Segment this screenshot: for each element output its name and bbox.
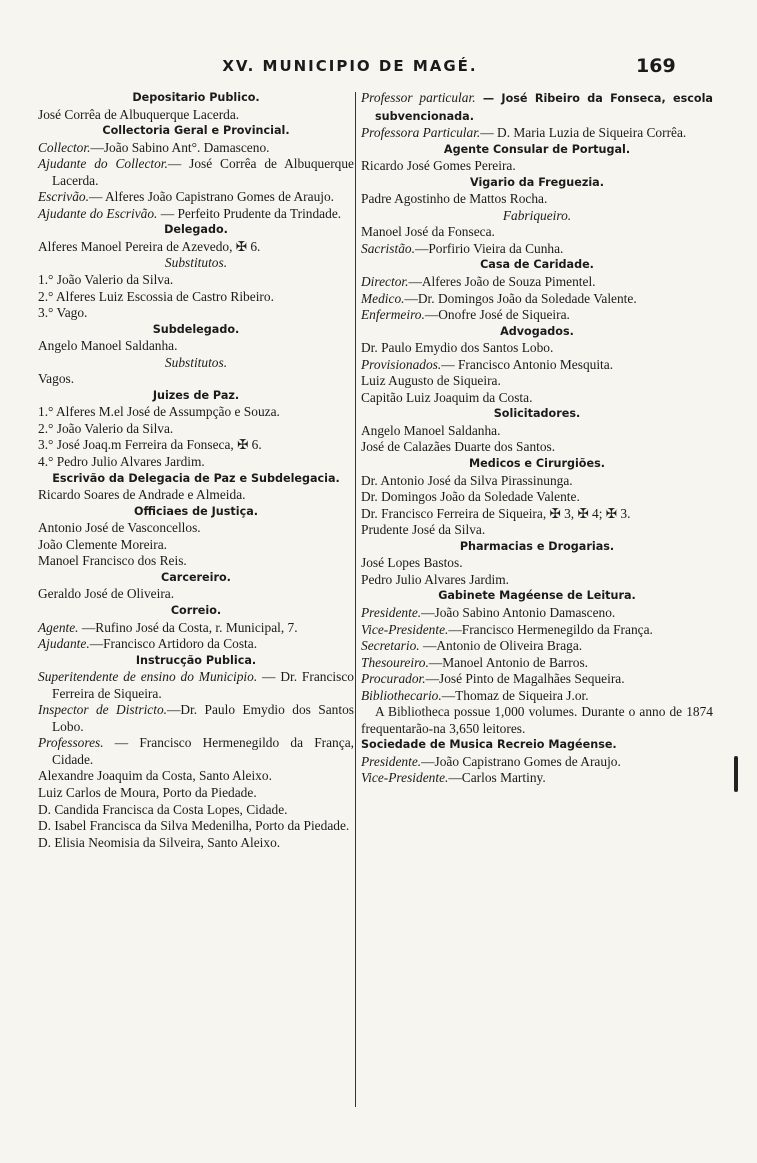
entry: João Clemente Moreira.: [38, 536, 168, 552]
entry: Ricardo Soares de Andrade e Almeida.: [38, 487, 246, 503]
entry: José de Calazães Duarte dos Santos.: [361, 439, 556, 455]
entry-text: —Antonio de Oliveira Braga.: [419, 638, 583, 654]
library-note: A Bibliotheca possue 1,000 volumes. Durante o anno de 1874 frequentarão-na 3,650 leitores.: [361, 704, 713, 736]
entry: Alexandre Joaquim da Costa, Santo Aleixo.: [38, 768, 272, 784]
entry-text: — José Ribeiro da Fonseca, escola subvencionada.: [375, 92, 713, 123]
entry-role: Procurador.: [361, 671, 426, 687]
entry-role: Provisionados.: [361, 356, 442, 372]
entry: Luiz Carlos de Moura, Porto da Piedade.: [38, 784, 257, 800]
subheading-fabriqueiro: Fabriqueiro.: [502, 207, 572, 223]
entry: 1.° Alferes M.el José de Assumpção e Souza.: [38, 404, 280, 420]
entry: D. Elisia Neomisia da Silveira, Santo Aleixo.: [38, 834, 281, 850]
entry: Alferes Manoel Pereira de Azevedo, ✠ 6.: [38, 238, 261, 254]
heading-juizes-de-paz: Juizes de Paz.: [152, 388, 240, 402]
entry: 3.° José Joaq.m Ferreira da Fonseca, ✠ 6.: [38, 437, 262, 453]
entry-role: Vice-Presidente.: [361, 621, 449, 637]
entry: [361, 125, 713, 142]
entry: [361, 291, 713, 308]
entry-role: Escrivão.: [38, 189, 89, 205]
entry: 2.° João Valerio da Silva.: [38, 420, 174, 436]
heading-escrivao: Escrivão da Delegacia de Paz e Subdelegacia.: [52, 471, 340, 485]
entry-text: — José Corrêa de Albuquerque Lacerda.: [52, 156, 354, 188]
entry-text: —Carlos Martiny.: [448, 770, 546, 786]
entry-text: — D. Maria Luzia de Siqueira Corrêa.: [480, 125, 687, 141]
entry-role: Bibliothecario.: [361, 687, 442, 703]
heading-casa-de-caridade: Casa de Caridade.: [480, 258, 594, 272]
entry-text: —Dr. Paulo Emydio dos Santos Lobo.: [52, 702, 354, 734]
entry-text: — Francisco Antonio Mesquita.: [441, 356, 614, 372]
entry: [361, 605, 713, 622]
entry-text: —Rufino José da Costa, r. Municipal, 7.: [78, 619, 298, 635]
entry-role: Superitendente de ensino do Municipio.: [38, 669, 258, 685]
entry-text: —Manoel Antonio de Barros.: [428, 654, 589, 670]
entry-role: Inspector de Districto.: [38, 702, 167, 718]
entry-role: Ajudante.: [38, 636, 90, 652]
entry: Padre Agostinho de Mattos Rocha.: [361, 191, 548, 207]
entry-role: Secretario.: [361, 638, 420, 654]
entry-text: —José Pinto de Magalhães Sequeira.: [425, 671, 625, 687]
entry-text: —João Sabino Antonio Damasceno.: [421, 604, 616, 620]
heading-depositario: Depositario Publico.: [132, 91, 260, 104]
entry-role: Enfermeiro.: [361, 307, 425, 323]
entry: [361, 688, 713, 705]
entry-text: —João Sabino Ant°. Damasceno.: [90, 139, 270, 155]
entry-role: Presidente.: [361, 604, 422, 620]
entry: [361, 770, 713, 787]
entry: Angelo Manoel Saldanha.: [38, 338, 178, 354]
entry: Dr. Francisco Ferreira de Siqueira, ✠ 3, ✠ 4; ✠ 3.: [361, 505, 631, 521]
entry: [361, 622, 713, 639]
entry: [361, 241, 713, 258]
entry-role: Vice-Presidente.: [361, 770, 449, 786]
entry: [38, 669, 354, 702]
entry: [38, 636, 354, 653]
heading-correio: Correio.: [170, 603, 222, 617]
entry: Dr. Paulo Emydio dos Santos Lobo.: [361, 340, 554, 356]
entry: [361, 655, 713, 672]
subheading-substitutos: Substitutos.: [164, 354, 228, 370]
heading-solicitadores: Solicitadores.: [493, 407, 581, 421]
entry-text: —Francisco Hermenegildo da França.: [448, 621, 653, 637]
entry-role: Professor particular.: [361, 90, 476, 105]
entry: Angelo Manoel Saldanha.: [361, 422, 501, 438]
margin-ink-mark: [734, 756, 738, 792]
column-divider: [355, 92, 356, 1107]
entry-role: Director.: [361, 274, 409, 290]
left-column: [38, 90, 354, 851]
subheading-substitutos: Substitutos.: [164, 255, 228, 271]
entry: José Lopes Bastos.: [361, 555, 463, 571]
entry: 3.° Vago.: [38, 305, 88, 321]
entry: [361, 307, 713, 324]
page-header: [0, 55, 757, 85]
entry-text: —Alferes João de Souza Pimentel.: [408, 274, 596, 290]
entry: Manoel José da Fonseca.: [361, 224, 495, 240]
entry-text: —João Capistrano Gomes de Araujo.: [421, 753, 621, 769]
entry-role: Medico.: [361, 290, 405, 306]
entry: [361, 638, 713, 655]
heading-sociedade-musica: Sociedade de Musica Recreio Magéense.: [361, 738, 617, 752]
entry-text: —Dr. Domingos João da Soledade Valente.: [404, 290, 637, 306]
entry: [38, 735, 354, 768]
entry-text: — Dr. Francisco Ferreira de Siqueira.: [52, 669, 354, 701]
heading-medicos: Medicos e Cirurgiões.: [469, 457, 605, 471]
heading-pharmacias: Pharmacias e Drogarias.: [459, 539, 615, 553]
entry-role: Agente.: [38, 619, 79, 635]
entry: D. Candida Francisca da Costa Lopes, Cidade.: [38, 801, 288, 817]
entry: Vagos.: [38, 371, 75, 387]
entry-text: —Thomaz de Siqueira J.or.: [441, 687, 589, 703]
entry: Capitão Luiz Joaquim da Costa.: [361, 389, 533, 405]
entry: [361, 274, 713, 291]
entry: 1.° João Valerio da Silva.: [38, 272, 174, 288]
entry: [38, 140, 354, 157]
entry-role: Professora Particular.: [361, 125, 481, 141]
entry: Antonio José de Vasconcellos.: [38, 520, 201, 536]
running-title: XV. MUNICIPIO DE MAGÉ.: [222, 57, 478, 75]
entry: D. Isabel Francisca da Silva Medenilha, Porto da Piedade.: [38, 818, 350, 834]
entry-text: —Francisco Artidoro da Costa.: [89, 636, 258, 652]
entry-text: —Onofre José de Siqueira.: [424, 307, 570, 323]
heading-gabinete: Gabinete Magéense de Leitura.: [438, 589, 636, 603]
entry: [38, 189, 354, 206]
heading-subdelegado: Subdelegado.: [152, 322, 240, 336]
heading-advogados: Advogados.: [500, 324, 574, 338]
entry-role: Collector.: [38, 139, 91, 155]
entry: [38, 206, 354, 223]
entry: [38, 620, 354, 637]
entry-role: Sacristão.: [361, 240, 415, 256]
entry: [361, 671, 713, 688]
right-column: [361, 90, 713, 787]
entry-text: —Porfirio Vieira da Cunha.: [414, 240, 564, 256]
heading-agente-consular: Agente Consular de Portugal.: [443, 142, 631, 156]
heading-delegado: Delegado.: [164, 223, 228, 237]
entry: [361, 754, 713, 771]
entry-text: — Francisco Hermenegildo da França, Cidade.: [52, 735, 354, 767]
page-number: 169: [636, 55, 676, 77]
entry: Geraldo José de Oliveira.: [38, 586, 175, 602]
heading-officiaes: Officiaes de Justiça.: [133, 504, 259, 518]
entry-role: Ajudante do Escrivão.: [38, 205, 158, 221]
entry-role: Professores.: [38, 735, 104, 751]
entry: José Corrêa de Albuquerque Lacerda.: [38, 106, 240, 122]
entry-role: Thesoureiro.: [361, 654, 429, 670]
entry: [361, 90, 713, 125]
entry: Luiz Augusto de Siqueira.: [361, 373, 501, 389]
entry: [38, 702, 354, 735]
entry-text: — Perfeito Prudente da Trindade.: [157, 205, 342, 221]
heading-carcereiro: Carcereiro.: [161, 570, 231, 584]
entry: Prudente José da Silva.: [361, 522, 486, 538]
entry: [361, 357, 713, 374]
entry: Dr. Antonio José da Silva Pirassinunga.: [361, 472, 573, 488]
heading-instruccao: Instrucção Publica.: [135, 653, 257, 667]
entry: Manoel Francisco dos Reis.: [38, 553, 187, 569]
heading-vigario: Vigario da Freguezia.: [470, 175, 604, 189]
entry-role: Presidente.: [361, 753, 422, 769]
entry: Dr. Domingos João da Soledade Valente.: [361, 489, 580, 505]
entry: Pedro Julio Alvares Jardim.: [361, 571, 510, 587]
entry: Ricardo José Gomes Pereira.: [361, 158, 516, 174]
entry-role: Ajudante do Collector.: [38, 156, 168, 172]
entry: [38, 156, 354, 189]
heading-collectoria: Collectoria Geral e Provincial.: [102, 124, 290, 138]
entry-text: — Alferes João Capistrano Gomes de Araujo.: [88, 189, 335, 205]
entry: 4.° Pedro Julio Alvares Jardim.: [38, 454, 205, 470]
entry: 2.° Alferes Luiz Escossia de Castro Ribeiro.: [38, 288, 274, 304]
